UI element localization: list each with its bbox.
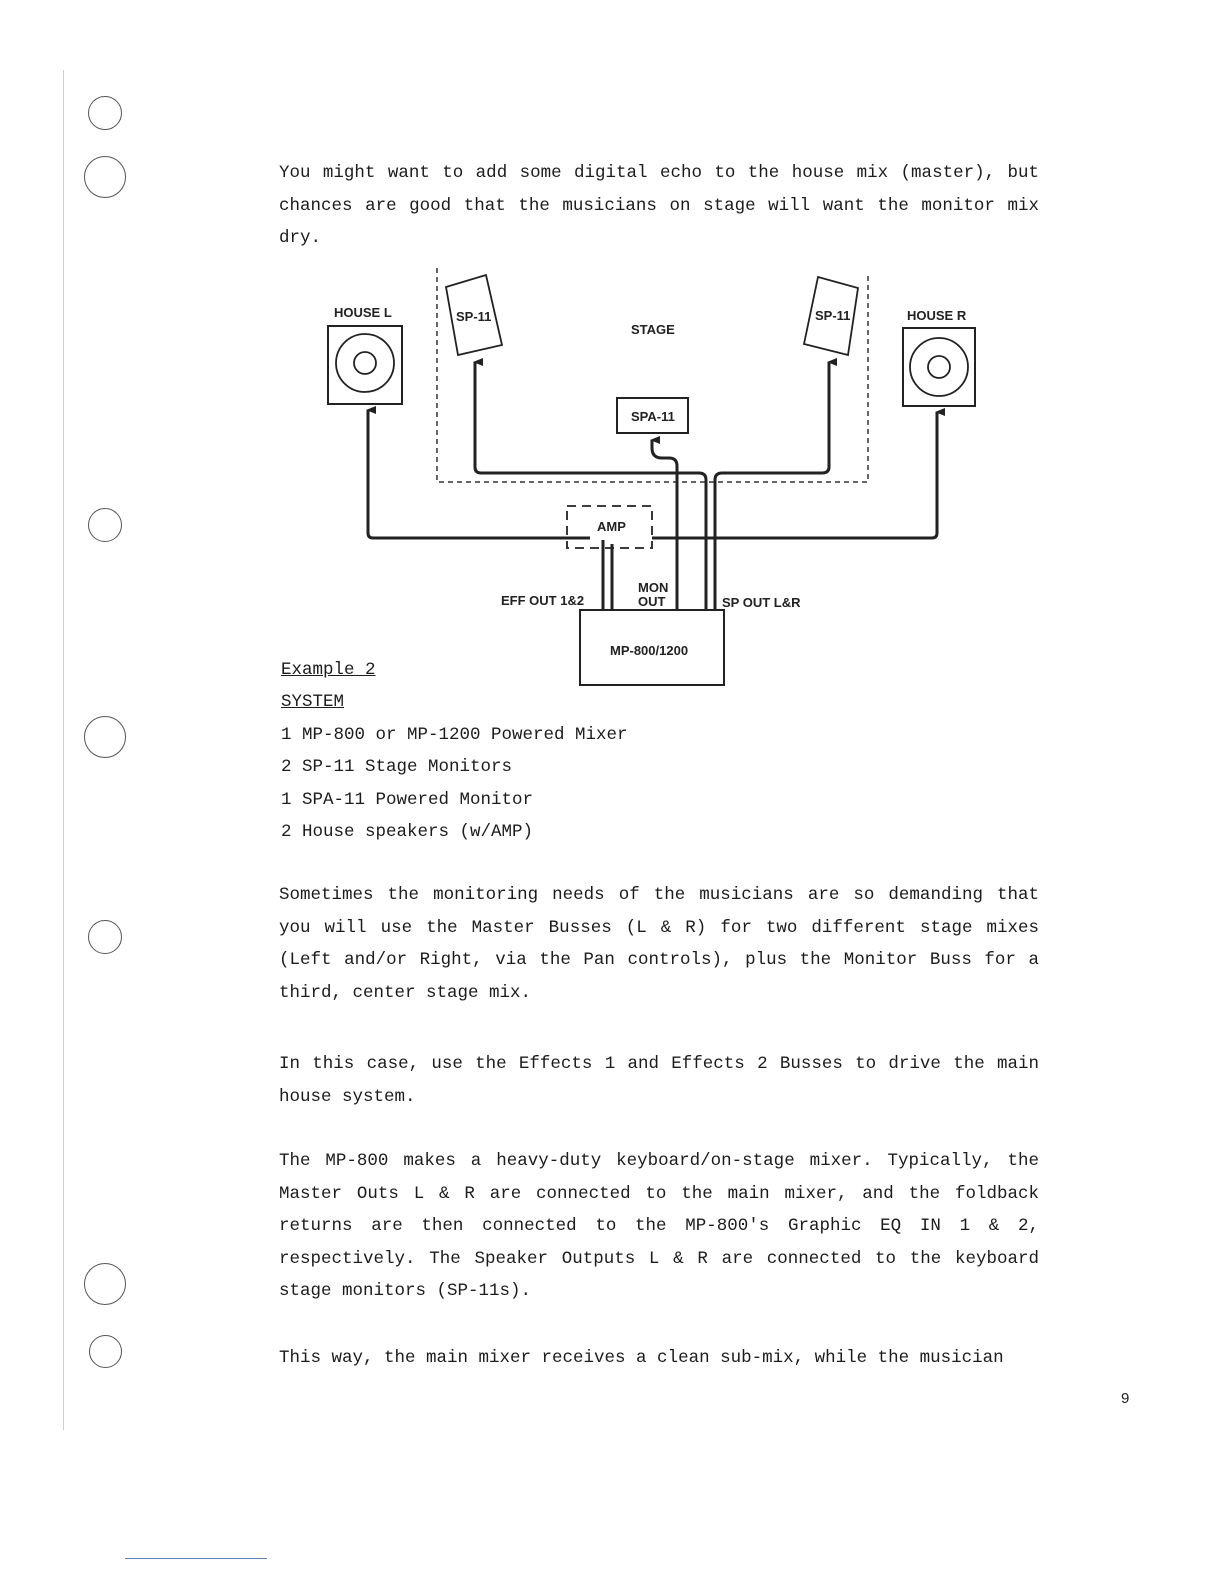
amp-label: AMP <box>597 519 626 534</box>
monitor-right-label: SP-11 <box>815 308 851 323</box>
paragraph-monitoring-needs: Sometimes the monitoring needs of the musicians are so demanding that you will use the Master Busses (L & R) for two different stage mixes (Left and/or Right, via the Pan controls), plus the Monitor Buss for a third, center stage mix. <box>279 885 1039 1003</box>
binder-hole-7 <box>89 1335 122 1368</box>
footer-rule <box>125 1558 267 1559</box>
stage-label: STAGE <box>631 322 675 337</box>
example-title: Example 2 <box>281 660 376 680</box>
system-item-1: 1 MP-800 or MP-1200 Powered Mixer <box>281 725 628 745</box>
system-item-2: 2 SP-11 Stage Monitors <box>281 757 513 777</box>
mixer-label: MP-800/1200 <box>610 643 689 658</box>
paragraph-clean-submix: This way, the main mixer receives a clean sub-mix, while the musician <box>279 1348 1004 1368</box>
amp-to-house-right-cable <box>652 412 937 538</box>
paragraph-effects-busses: In this case, use the Effects 1 and Effects 2 Busses to drive the main house system. <box>279 1054 1039 1107</box>
eff-out-label: EFF OUT 1&2 <box>501 593 585 608</box>
paragraph-keyboard-mixer: The MP-800 makes a heavy-duty keyboard/on-stage mixer. Typically, the Master Outs L & R are connected to the main mixer, and the foldback returns are then connected to the MP-800's Graphic EQ IN 1 & 2, respectively. The Speaker Outputs L & R are connected to the keyboard stage monitors (SP-11s). <box>279 1151 1039 1301</box>
binder-hole-4 <box>84 716 126 758</box>
system-item-4: 2 House speakers (w/AMP) <box>281 822 534 842</box>
powered-monitor-label: SPA-11 <box>631 409 675 424</box>
system-heading: SYSTEM <box>281 692 345 712</box>
house-right-speaker-icon <box>903 328 975 406</box>
system-diagram <box>0 0 1224 700</box>
page-number: 9 <box>1121 1390 1130 1407</box>
house-left-label: HOUSE L <box>334 305 392 320</box>
monitor-left-label: SP-11 <box>456 309 492 324</box>
binder-hole-5 <box>88 920 122 954</box>
house-left-speaker-icon <box>328 326 402 404</box>
sp-out-label: SP OUT L&R <box>722 595 801 610</box>
system-item-3: 1 SPA-11 Powered Monitor <box>281 790 534 810</box>
binder-hole-6 <box>84 1263 126 1305</box>
sp-out-right-cable <box>715 362 829 610</box>
mon-out-label-line1: MON <box>638 580 669 595</box>
intro-paragraph: You might want to add some digital echo to the house mix (master), but chances are good that the musicians on stage will want the monitor mix dry. <box>279 163 1039 248</box>
mon-out-label-line2: OUT <box>638 594 666 609</box>
house-right-label: HOUSE R <box>907 308 967 323</box>
